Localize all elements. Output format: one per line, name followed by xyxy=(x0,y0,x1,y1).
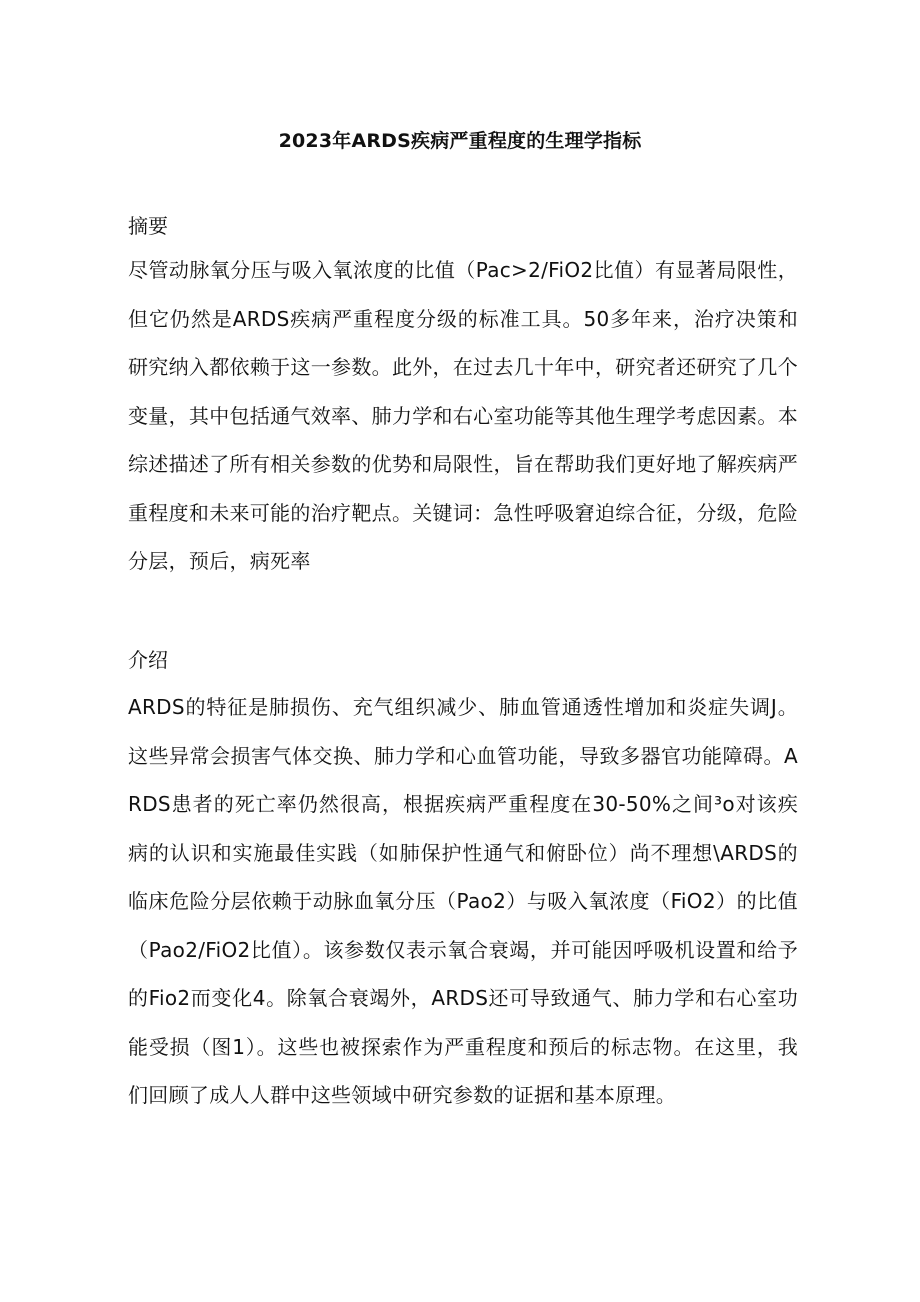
abstract-paragraph: 尽管动脉氧分压与吸入氧浓度的比值（Pac>2/FiO2比值）有显著局限性，但它仍然是ARDS疾病严重程度分级的标准工具。50多年来，治疗决策和研究纳入都依赖于这一参数。此外，在过去几十年中，研究者还研究了几个变量，其中包括通气效率、肺力学和右心室功能等其他生理学考虑因素。本综述描述了所有相关参数的优势和局限性，旨在帮助我们更好地了解疾病严重程度和未来可能的治疗靶点。关键词：急性呼吸窘迫综合征，分级，危险分层，预后，病死率 xyxy=(128,258,798,573)
introduction-heading: 介绍 xyxy=(128,648,168,672)
abstract-heading: 摘要 xyxy=(128,214,168,238)
document-title: 2023年ARDS疾病严重程度的生理学指标 xyxy=(278,130,642,152)
introduction-paragraph: ARDS的特征是肺损伤、充气组织减少、肺血管通透性增加和炎症失调J。这些异常会损害气体交换、肺力学和心血管功能，导致多器官功能障碍。ARDS患者的死亡率仍然很高，根据疾病严重程度在30-50%之间³o对该疾病的认识和实施最佳实践（如肺保护性通气和俯卧位）尚不理想\ARDS的临床危险分层依赖于动脉血氧分压（Pao2）与吸入氧浓度（FiO2）的比值（Pao2/FiO2比值）。该参数仅表示氧合衰竭，并可能因呼吸机设置和给予的Fio2而变化4。除氧合衰竭外，ARDS还可导致通气、肺力学和右心室功能受损（图1）。这些也被探索作为严重程度和预后的标志物。在这里，我们回顾了成人人群中这些领域中研究参数的证据和基本原理。 xyxy=(128,695,798,1107)
